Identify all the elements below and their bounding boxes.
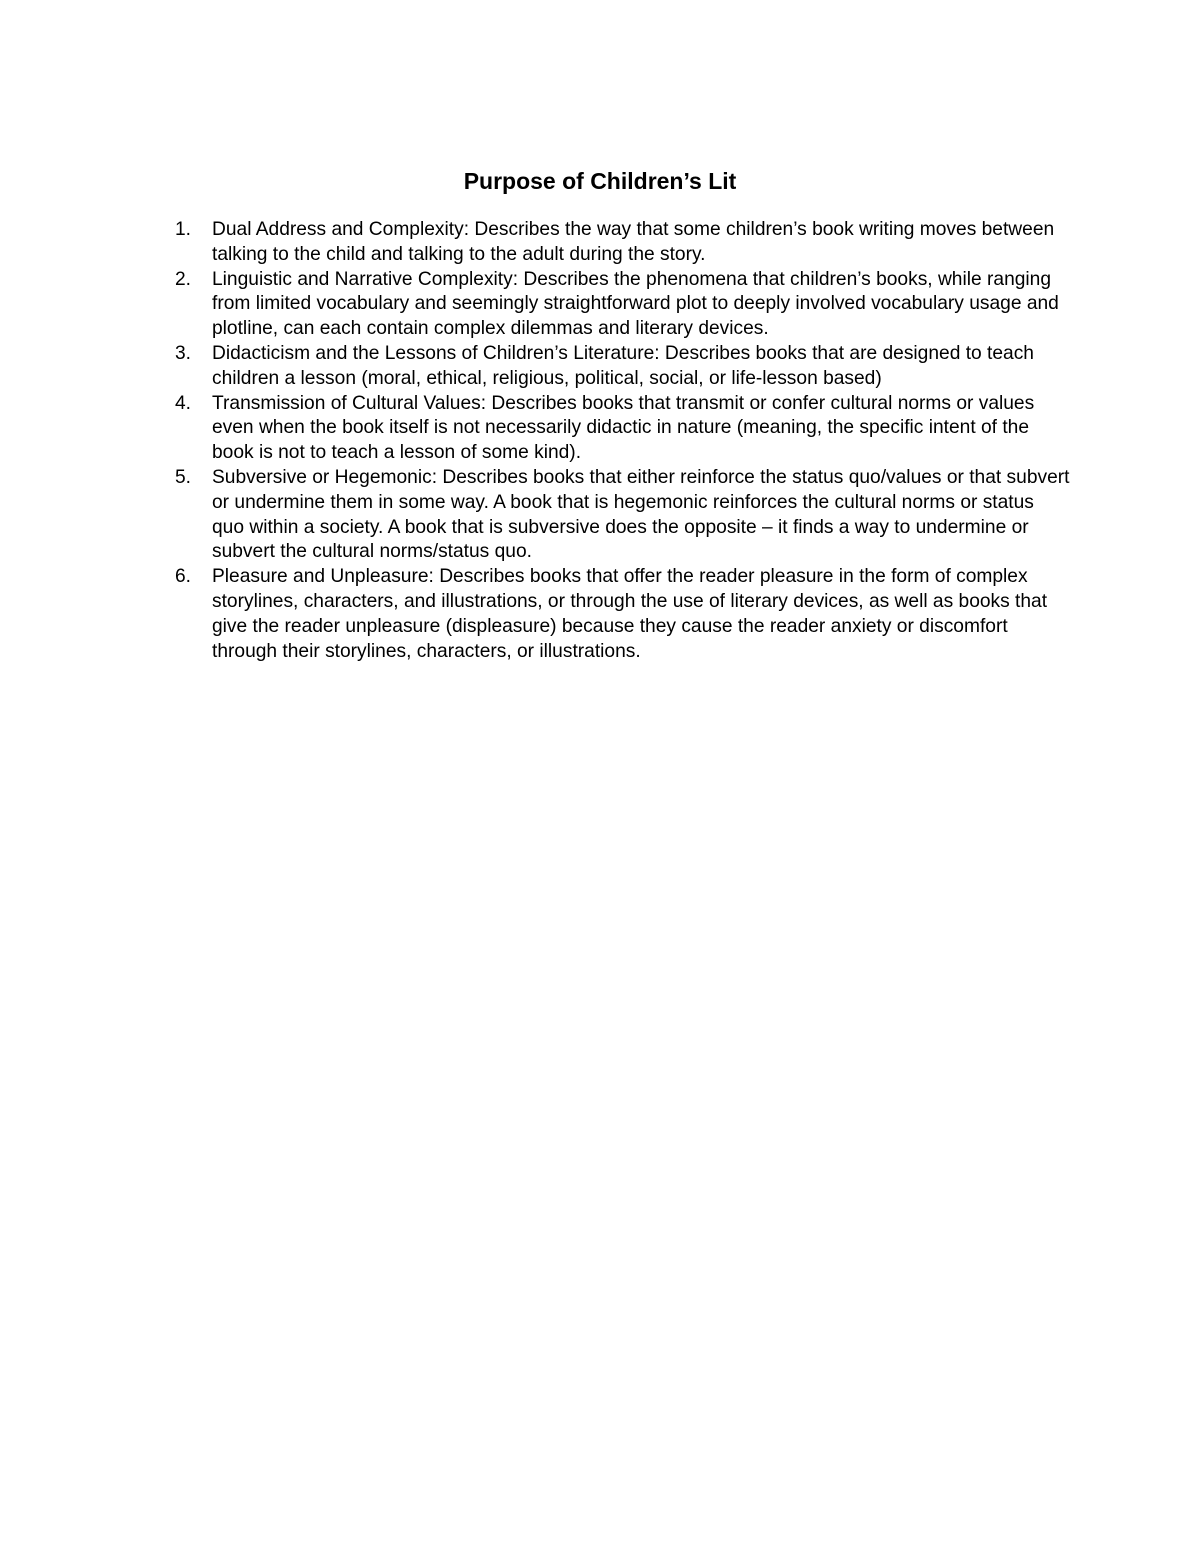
list-item-number: 3. (175, 342, 192, 364)
list-item-number: 1. (175, 219, 192, 240)
list-item-text: Transmission of Cultural Values: Describes books that transmit or confer cultural norms or values even when the book itself is not necessarily didactic in nature (meaning, the specific intent of the book is not to teach a lesson of some kind). (212, 392, 1035, 464)
document-title: Purpose of Children’s Lit (463, 168, 737, 194)
list-item-number: 2. (175, 268, 192, 290)
list-item-number: 4. (175, 392, 192, 414)
list-item-text: Linguistic and Narrative Complexity: Describes the phenomena that children’s books, while ranging from limited vocabulary and seemingly straightforward plot to deeply involved vocabulary usage and plotline, can each contain complex dilemmas and literary devices. (212, 268, 1059, 340)
list-item-text: Pleasure and Unpleasure: Describes books that offer the reader pleasure in the form of complex storylines, characters, and illustrations, or through the use of literary devices, as well as books that give the reader unpleasure (displeasure) because they cause the reader anxiety or discomfort through their storylines, characters, or illustrations. (212, 566, 1048, 662)
list-item (175, 565, 1070, 664)
list-item-number: 5. (175, 466, 192, 488)
list-item-text: Dual Address and Complexity: Describes the way that some children’s book writing moves between talking to the child and talking to the adult during the story. (212, 219, 1055, 265)
list-item-text: Subversive or Hegemonic: Describes books that either reinforce the status quo/values or that subvert or undermine them in some way. A book that is hegemonic reinforces the cultural norms or status quo within a society. A book that is subversive does the opposite – it finds a way to undermine or subvert the cultural norms/status quo. (212, 466, 1070, 563)
list-item (175, 466, 1070, 565)
list-item-number: 6. (175, 566, 192, 588)
list-item (175, 392, 1070, 466)
list-item-text: Didacticism and the Lessons of Children’s Literature: Describes books that are designed to teach children a lesson (moral, ethical, religious, political, social, or life-lesson based) (212, 342, 1034, 389)
purpose-list (175, 218, 1070, 664)
list-item (175, 218, 1070, 268)
list-item (175, 268, 1070, 342)
list-item (175, 342, 1070, 392)
